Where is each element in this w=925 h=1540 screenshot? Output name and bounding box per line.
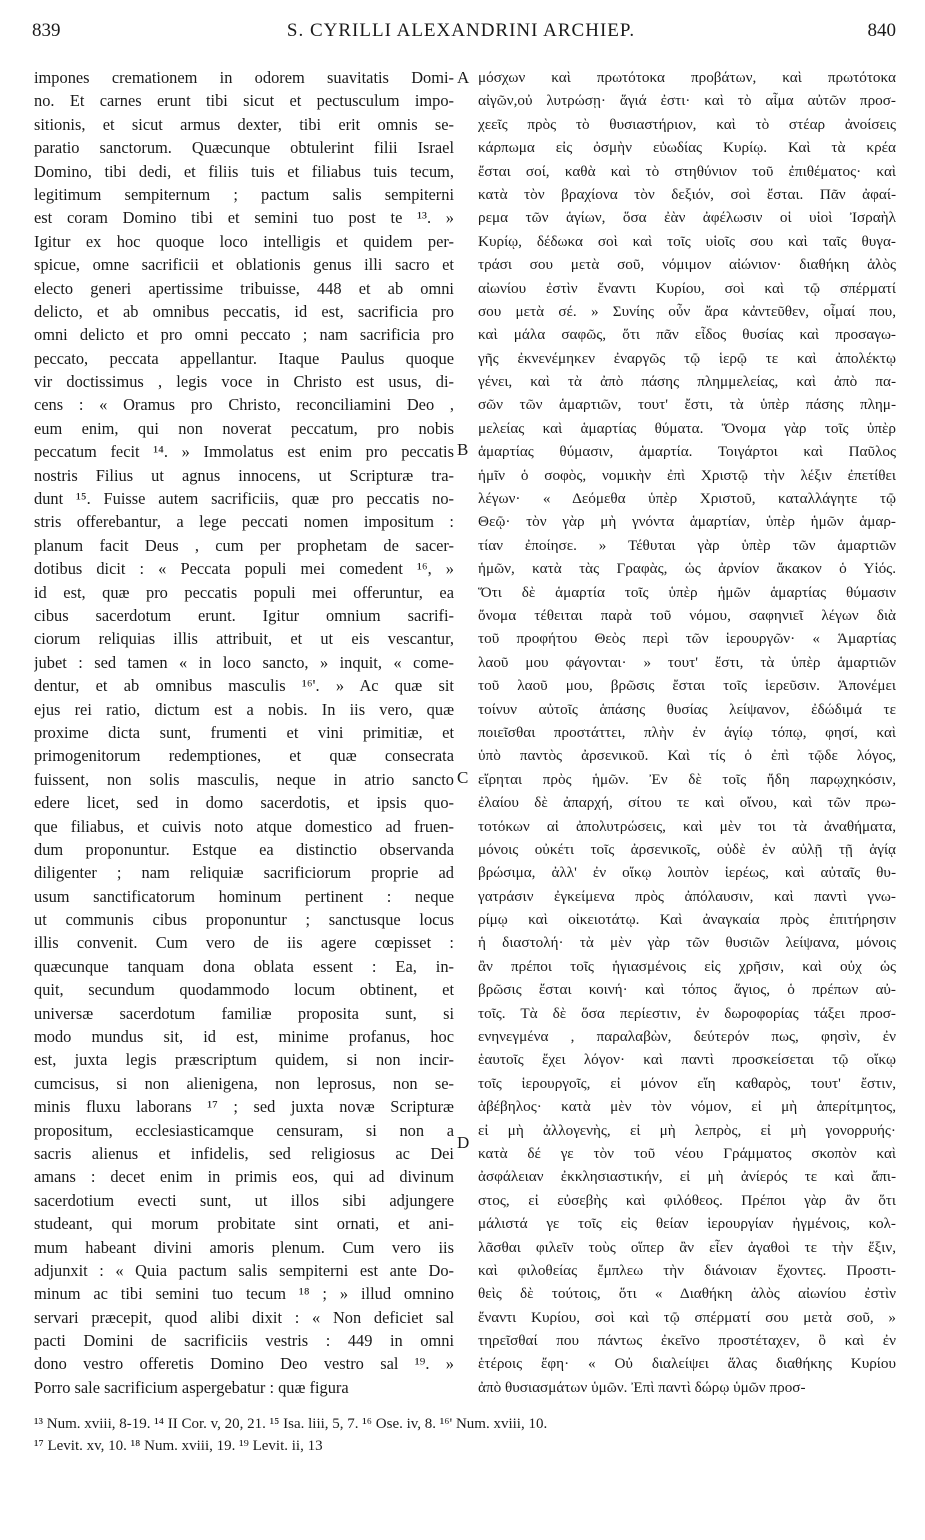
greek-text-line: τοῦ προφήτου Θεὸς περὶ τῶν ἱερουργῶν· « Ἁμαρτίας — [478, 630, 896, 648]
margin-letter-b: B — [457, 440, 469, 459]
greek-text-line: ἔναντι Κυρίου, σοὶ καὶ τῷ σπέρματί σου μετὰ σοῦ, » — [478, 1308, 896, 1326]
page-header — [26, 14, 896, 42]
latin-text-line: no. Et carnes erunt tibi sicut et pectusculum impo- — [34, 91, 454, 111]
latin-text-line: primogenitorum redemptiones, et quæ consecrata — [34, 746, 454, 766]
greek-text-line: ἑτέροις ἔφη· « Οὐ διαλείψει ἅλας διαθήκης Κυρίου — [478, 1355, 896, 1373]
greek-text-line: ρίμῳ καὶ οἰκειοτάτῳ. Καὶ ἀναγκαία πρὸς ἐπιτήρησιν — [478, 911, 896, 929]
greek-text-line: κάρπωμα εἰς ὀσμὴν εὐωδίας Κυρίῳ. Καὶ τὰ κρέα — [478, 139, 896, 157]
greek-text-line: γῆς ἐκνενέμηκεν ἐναργῶς τῷ ἱερῷ τε καὶ ἀπολέκτῳ — [478, 349, 896, 367]
greek-column — [478, 66, 896, 1399]
latin-text-line: est, juxta legis præscriptum quidem, si non incir- — [34, 1050, 454, 1070]
greek-text-line: τίαν ἐποίησε. » Τέθυται γὰρ ὑπὲρ τῶν ἁμαρτιῶν — [478, 536, 896, 554]
latin-text-line: cumcisus, si non alienigena, non leprosus, non se- — [34, 1073, 454, 1093]
latin-text-line: planum facit Deus , cum per prophetam de sacer- — [34, 535, 454, 555]
latin-text-line: electo generi apertissime tribuisse, 448 et ab omni — [34, 278, 454, 298]
greek-text-line: Κυρίῳ, δέδωκα σοὶ καὶ τοῖς υἱοῖς σου καὶ ταῖς θυγα- — [478, 232, 896, 250]
greek-text-line: ἡμῶν, κατὰ τὰς Γραφὰς, ὡς ἀρνίον ἄκακον ὁ Υἱός. — [478, 560, 896, 578]
greek-text-line: τοτόκων αἱ ἀπολυτρώσεις, καὶ μὲν τοι τὰ ἀναθήματα, — [478, 817, 896, 835]
latin-text-line: adjunxit : « Quia pactum salis sempiterni est ante Do- — [34, 1260, 454, 1280]
latin-text-line: quit, secundum quodammodo locum obtinent, et — [34, 980, 454, 1000]
latin-text-line: dotibus dicit : « Peccata populi mei comedent ¹⁶, » — [34, 559, 454, 579]
latin-text-line: vir doctissimus , legis voce in Christo est usus, di- — [34, 372, 454, 392]
latin-text-line: studeant, qui morum probitate sint ornati, et ani- — [34, 1214, 454, 1234]
greek-text-line: ἀσφάλειαν ἐκκλησιαστικήν, εἰ μὴ ἀνίερός τε καὶ ἄπι- — [478, 1168, 896, 1186]
greek-text-line: ἡ διαστολή· τὰ μὲν γὰρ τῶν θυσιῶν λείψανα, μόνοις — [478, 934, 896, 952]
latin-text-line: sacerdotium evecti sunt, ut illos sibi adjungere — [34, 1190, 454, 1210]
latin-text-line: propositum, ecclesiasticamque censuram, si non a — [34, 1120, 454, 1140]
greek-text-line: καὶ μάλα σαφῶς, ὅτι πᾶν εἶδος θυσίας καὶ προσαγω- — [478, 326, 896, 344]
greek-text-line: ἑαυτοῖς ἔχει λόγον· καὶ παντὶ προσκείσεται τῷ οἴκῳ — [478, 1051, 896, 1069]
greek-text-line: τοῖς. Τὰ δὲ ὅσα περίεστιν, ἐν δωροφορίας τάξει προσ- — [478, 1004, 896, 1022]
latin-text-line: dunt ¹⁵. Fuisse autem sacrificiis, quæ pro peccatis no- — [34, 489, 454, 509]
greek-text-line: ἐλαίου δὲ ἀπαρχή, σίτου τε καὶ οἴνου, καὶ τῶν πρω- — [478, 794, 896, 812]
latin-text-line: paratio sanctorum. Quæcunque obtulerint filii Israel — [34, 138, 454, 158]
greek-text-line: λᾶσθαι φιλεῖν τοὺς οἵπερ ἂν εἶεν ἀγαθοὶ τε τὴν ἕξιν, — [478, 1238, 896, 1256]
margin-letter-c: C — [457, 768, 469, 787]
latin-text-line: stris offerebantur, a lege peccati nomen impositum : — [34, 512, 454, 532]
latin-text-line: minis fluxu laborans ¹⁷ ; sed juxta novæ Scripturæ — [34, 1097, 454, 1117]
footnotes-row-2: ¹⁷ Levit. xv, 10. ¹⁸ Num. xviii, 19. ¹⁹ Levit. ii, 13 — [34, 1438, 323, 1454]
latin-text-line: modo mundus sit, id est, minime profanus, hoc — [34, 1027, 454, 1047]
latin-text-line: spicue, omne sacrificii et oblationis genus illi sacro et — [34, 255, 454, 275]
greek-text-line: καὶ φιλοθείας ἔμπλεω τὴν διάνοιαν ἔχοντες. Προστι- — [478, 1261, 896, 1279]
greek-text-line: ἔσται σοί, καθὰ καὶ τὸ στηθύνιον τοῦ ἐπιθέματος· καὶ — [478, 162, 896, 180]
greek-text-line: βρώσιμα, ἀλλ' ἐν οἴκῳ λοιπὸν ἱερέως, καὶ αὐταῖς θυ- — [478, 864, 896, 882]
latin-text-line: servari præcepit, quod alibi dixit : « Non deficiet sal — [34, 1307, 454, 1327]
latin-text-line: Igitur ex hoc quoque loco intelligis et quidem per- — [34, 231, 454, 251]
greek-text-line: αἰωνίου ἐστὶν ἔναντι Κυρίου, σοὶ καὶ τῷ σπέρματί — [478, 279, 896, 297]
greek-text-line: εἰ μὴ ἀλλογενὴς, εἰ μὴ λεπρὸς, εἰ μὴ γονορρυής· — [478, 1121, 896, 1139]
greek-text-line: μάλιστά γε τοῖς εἰς θείαν ἱερουργίαν ἠγμένοις, κολ- — [478, 1215, 896, 1233]
greek-text-line: τοῖς ἱερουργοῖς, εἰ μόνον εἴη καθαρὸς, τουτ' ἔστιν, — [478, 1074, 896, 1092]
greek-text-line: στος, εἰ εὐσεβὴς καὶ φιλόθεος. Πρέποι γὰρ ἂν ὅτι — [478, 1191, 896, 1209]
greek-text-line: τράσι σου μετὰ σοῦ, νόμιμον αἰώνιον· διαθήκη ἁλὸς — [478, 256, 896, 274]
latin-text-line: universæ sacerdotum familiæ proposita sunt, si — [34, 1003, 454, 1023]
greek-text-line: τοίνυν αὐτοῖς ἁπάσης θυσίας λείψανον, ἐδώδιμά τε — [478, 700, 896, 718]
greek-text-line: ὑπὸ παντὸς ἀρσενικοῦ. Καὶ τίς ὁ ἐπὶ τῷδε λόγος, — [478, 747, 896, 765]
greek-text-line: ποιεῖσθαι προστάττει, πλὴν ἐν ἁγίῳ τόπῳ, φησί, καὶ — [478, 723, 896, 741]
greek-text-line: ἂν πρέποι τοῖς ἡγιασμένοις εἰς χρῆσιν, καὶ οὐχ ὡς — [478, 957, 896, 975]
latin-text-line: dum proponuntur. Estque ea distinctio observanda — [34, 839, 454, 859]
greek-text-line: λέγων· « Δεόμεθα ὑπὲρ Χριστοῦ, καταλλάγητε τῷ — [478, 490, 896, 508]
greek-text-line: βρῶσις ἔσται κοινή· καὶ τόπος ἅγιος, ὁ πρέπων αὐ- — [478, 981, 896, 999]
latin-text-line: est coram Domino tibi et semini tuo post te ¹³. » — [34, 208, 454, 228]
latin-text-line: legitimum sempiternum ; pactum salis sempiterni — [34, 184, 454, 204]
greek-text-line: γατράσιν ἐγκείμενα πρὸς ἀπόλαυσιν, καὶ παντὶ γνω- — [478, 887, 896, 905]
latin-text-line: id est, quæ pro peccatis populi mei offeruntur, ea — [34, 582, 454, 602]
latin-text-line: jubet : sed tamen « in loco sancto, » inquit, « come- — [34, 652, 454, 672]
greek-text-line: μόνοις οὐκέτι τοῖς ἀρσενικοῖς, οὐδὲ ἐν αὐλῇ τῇ ἁγίᾳ — [478, 840, 896, 858]
latin-text-line: minum ac tibi semini tuo tecum ¹⁸ ; » illud omnino — [34, 1284, 454, 1304]
greek-text-line: τηρεῖσθαί που πάντως ἐκεῖνο προστέταχεν, ὃ καὶ ἐν — [478, 1332, 896, 1350]
latin-text-line: sitionis, et sicut armus dexter, tibi erit omnis se- — [34, 114, 454, 134]
latin-text-line: que filiabus, et cuivis noto atque domestico ad fruen- — [34, 816, 454, 836]
latin-text-line: ciorum reliquias illis attribuit, et ut eis vescantur, — [34, 629, 454, 649]
greek-text-line: κατὰ τὸν βραχίονα τὸν δεξιόν, σοὶ ἔσται. Πᾶν ἀφαί- — [478, 185, 896, 203]
latin-text-line: ut communis cibus proponuntur ; sanctusque locus — [34, 910, 454, 930]
latin-text-line: quæcunque tanquam dona oblata essent : Ea, in- — [34, 956, 454, 976]
greek-text-line: ἁμαρτίας θύμασιν, ἁμαρτία. Τοιγάρτοι καὶ Παῦλος — [478, 443, 896, 461]
latin-text-line: dono vestro offeretis Domino Deo vestro sal ¹⁹. » — [34, 1354, 454, 1374]
latin-text-line: peccato, peccata appellantur. Itaque Paulus quoque — [34, 348, 454, 368]
greek-text-line: μόσχων καὶ πρωτότοκα προβάτων, καὶ πρωτότοκα — [478, 69, 896, 86]
latin-text-line: cens : « Oramus pro Christo, reconciliamini Deo , — [34, 395, 454, 415]
latin-text-line: amans : decet enim in primis eos, qui ad divinum — [34, 1167, 454, 1187]
latin-text-line: illis convenit. Cum vero de iis agere cœpisset : — [34, 933, 454, 953]
latin-text-line: fuissent, non solis masculis, neque in atrio sancto — [34, 769, 454, 789]
latin-text-line: impones cremationem in odorem suavitatis Domi- — [34, 68, 454, 87]
greek-text-line: γένει, καὶ τὰ ἀπὸ πάσης πλημμελείας, καὶ ἀπὸ πα- — [478, 373, 896, 391]
latin-text-line: Domino, tibi dedi, et filiis tuis et filiabus tuis tecum, — [34, 161, 454, 181]
greek-text-line: λαοῦ μου φάγονται· » τουτ' ἔστι, τὰ ὑπὲρ ἁμαρτιῶν — [478, 653, 896, 671]
greek-text-line: εἴρηται πρὸς ἡμῶν. Ἐν δὲ τοῖς ἤδη παρῳχηκόσιν, — [478, 770, 896, 788]
latin-text-line: delicto, et ab omnibus peccatis, id est, sacrificia pro — [34, 301, 454, 321]
greek-text-line: αἰγῶν,οὐ λυτρώσῃ· ἅγιά ἐστι· καὶ τὸ αἷμα αὐτῶν προσ- — [478, 92, 896, 110]
latin-text-line: mum habeant divini amoris plenum. Cum vero iis — [34, 1237, 454, 1257]
greek-text-line: μελείας καὶ ἁμαρτίας θύματα. Ὄνομα γὰρ τοῖς ὑπὲρ — [478, 419, 896, 437]
latin-text-line: omni delicto et pro omni peccato ; nam sacrificia pro — [34, 325, 454, 345]
greek-text-line: ενηνεγμένα , παραλαβὼν, δεύτερόν πως, φησὶν, ἐν — [478, 1028, 896, 1046]
greek-text-line: κατὰ δέ γε τὸν τοῦ νέου Γράμματος σκοπὸν καὶ — [478, 1144, 896, 1162]
greek-text-line: ὄνομα τέθειται παρὰ τοῦ νόμου, σαφηνιεῖ λέγων διὰ — [478, 606, 896, 624]
page-number-right: 840 — [867, 20, 896, 41]
greek-text-line: ἀβέβηλος· κατὰ μὲν τὸν νόμον, εἰ μὴ ἀπερίτμητος, — [478, 1098, 896, 1116]
greek-text-line: Ὅτι δὲ ἁμαρτία τοῖς ὑπὲρ ἡμῶν ἁμαρτίας θύμασιν — [478, 583, 896, 601]
latin-text-line: sacris alienus et infidelis, sed religiosus ac Dei — [34, 1143, 454, 1163]
margin-letter-a: A — [457, 68, 470, 87]
footnotes-row-1: ¹³ Num. xviii, 8-19. ¹⁴ II Cor. v, 20, 21. ¹⁵ Isa. liii, 5, 7. ¹⁶ Ose. iv, 8. ¹⁶' Num. xviii, 10. — [34, 1416, 548, 1432]
latin-text-line: ejus rei ratio, dictum est a nobis. In iis vero, quæ — [34, 699, 454, 719]
greek-text-line: ρεμα τῶν ἁγίων, ὅσα ἐὰν ἀφέλωσιν οἱ υἱοὶ Ἰσραὴλ — [478, 209, 896, 227]
latin-text-line: peccatum fecit ¹⁴. » Immolatus est enim pro peccatis — [34, 442, 454, 462]
latin-text-line: diligenter ; nam reliquiæ sacrificiorum proprie ad — [34, 863, 454, 883]
greek-text-line: χεεῖς πρὸς τὸ θυσιαστήριον, καὶ τὸ στέαρ ἀνοίσεις — [478, 115, 896, 133]
latin-text-line: dentur, et ab omnibus masculis ¹⁶'. » Ac quæ sit — [34, 676, 454, 696]
greek-text-line: θεὶς δὲ τούτοις, ὅτι « Διαθήκη ἁλὸς αἰωνίου ἐστὶν — [478, 1285, 896, 1303]
greek-text-line: σῶν τῶν ἁμαρτιῶν, τουτ' ἔστι, τὰ ὑπὲρ πάσης πλημ- — [478, 396, 896, 414]
running-title: S. CYRILLI ALEXANDRINI ARCHIEP. — [286, 20, 636, 41]
greek-text-line: ἡμῖν ὁ σοφὸς, νομικὴν ἐπὶ Χριστῷ τὴν λέξιν ἐπετίθει — [478, 466, 896, 484]
page-number-left: 839 — [32, 20, 61, 41]
greek-text-line: τοῦ λαοῦ μου, βρῶσις ἔσται τοῖς ἱερεῦσιν. Ἀπονέμει — [478, 677, 896, 695]
latin-text-line: cibus sacerdotum erunt. Igitur omnium sacrifi- — [34, 605, 454, 625]
latin-text-line: eum enim, qui non noverat peccatum, pro nobis — [34, 418, 454, 438]
latin-text-line: pacti Domini de sacrificiis vestris : 449 in omni — [34, 1331, 454, 1351]
latin-column — [34, 66, 454, 1399]
latin-text-line: usum sanctificatorum hominum pertinent : neque — [34, 886, 454, 906]
margin-letter-d: D — [457, 1133, 470, 1152]
latin-text-line: proxime dicta sunt, frumenti et vini primitiæ, et — [34, 722, 454, 742]
latin-text-line: nostris Filius ut agnus innocens, ut Scripturæ tra- — [34, 465, 454, 485]
greek-text-line: σου μετὰ σέ. » Συνίης οὖν ἄρα κἀντεῦθεν, οἶμαί που, — [478, 302, 896, 320]
greek-text-line: Θεῷ· τὸν γὰρ μὴ γνόντα ἁμαρτίαν, ὑπὲρ ἡμῶν ἁμαρ- — [478, 513, 896, 531]
latin-text-line: edere licet, sed in domo sacerdotis, et ipsis quo- — [34, 793, 454, 813]
greek-text-line: ἀπὸ θυσιασμάτων ὑμῶν. Ἐπὶ παντὶ δώρῳ ὑμῶν προσ- — [478, 1378, 806, 1396]
latin-text-line: Porro sale sacrificium aspergebatur : quæ figura — [34, 1377, 349, 1397]
